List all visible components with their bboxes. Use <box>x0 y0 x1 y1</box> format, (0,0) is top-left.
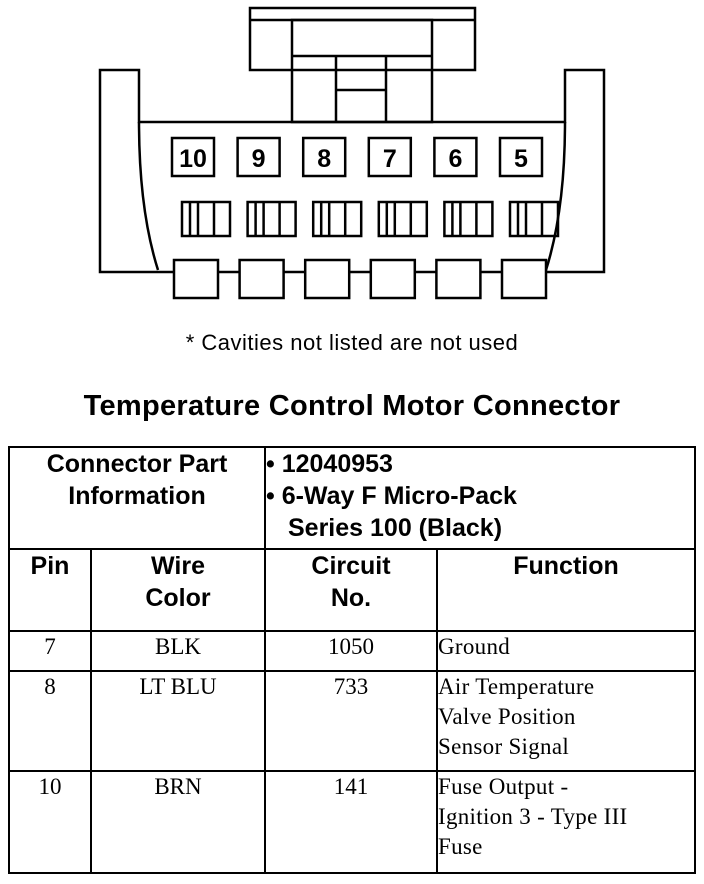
function-cell: Air Temperature Valve Position Sensor Signal <box>437 671 695 771</box>
circuit-cell: 141 <box>265 771 437 873</box>
connector-part-info <box>265 447 695 549</box>
pin-number-label: 6 <box>448 145 463 173</box>
pin-cell: 7 <box>9 631 91 671</box>
pin-number-label: 8 <box>317 145 332 173</box>
wire-color-cell: LT BLU <box>91 671 265 771</box>
connector-part-row <box>9 447 695 549</box>
connector-latch-outer <box>250 8 475 70</box>
circuit-cell: 1050 <box>265 631 437 671</box>
pin-cell: 10 <box>9 771 91 873</box>
connector-part-label-line: Information <box>68 482 206 510</box>
terminal-tab <box>305 260 349 298</box>
table-header-row <box>9 549 695 631</box>
pinout-table <box>8 446 696 874</box>
connector-body <box>100 70 604 272</box>
wire-color-cell: BRN <box>91 771 265 873</box>
function-cell: Ground <box>437 631 695 671</box>
header-circuit-no: Circuit No. <box>265 549 437 631</box>
connector-part-label-line: Connector Part <box>46 450 228 478</box>
connector-type: • 6-Way F Micro-Pack <box>266 482 517 510</box>
table-row <box>9 631 695 671</box>
unused-cavities-note: * Cavities not listed are not used <box>185 330 519 355</box>
terminal-tab <box>174 260 218 298</box>
terminal-tab <box>502 260 546 298</box>
table-row <box>9 771 695 873</box>
pin-number-label: 10 <box>179 145 207 173</box>
connector-face-diagram <box>0 0 704 320</box>
header-function: Function <box>437 549 695 631</box>
header-wire-color: Wire Color <box>91 549 265 631</box>
terminal-tab <box>436 260 480 298</box>
pin-number-label: 9 <box>251 145 266 173</box>
circuit-cell: 733 <box>265 671 437 771</box>
connector-title: Temperature Control Motor Connector <box>83 390 621 422</box>
wire-color-cell: BLK <box>91 631 265 671</box>
connector-part-label <box>9 447 265 549</box>
part-number: • 12040953 <box>266 450 393 478</box>
pin-number-label: 7 <box>382 145 397 173</box>
header-pin: Pin <box>9 549 91 631</box>
terminal-tab <box>240 260 284 298</box>
connector-series: Series 100 (Black) <box>288 514 503 542</box>
function-cell: Fuse Output - Ignition 3 - Type III Fuse <box>437 771 695 873</box>
table-row <box>9 671 695 771</box>
pin-number-label: 5 <box>514 145 528 173</box>
terminal-tab <box>371 260 415 298</box>
pin-cell: 8 <box>9 671 91 771</box>
